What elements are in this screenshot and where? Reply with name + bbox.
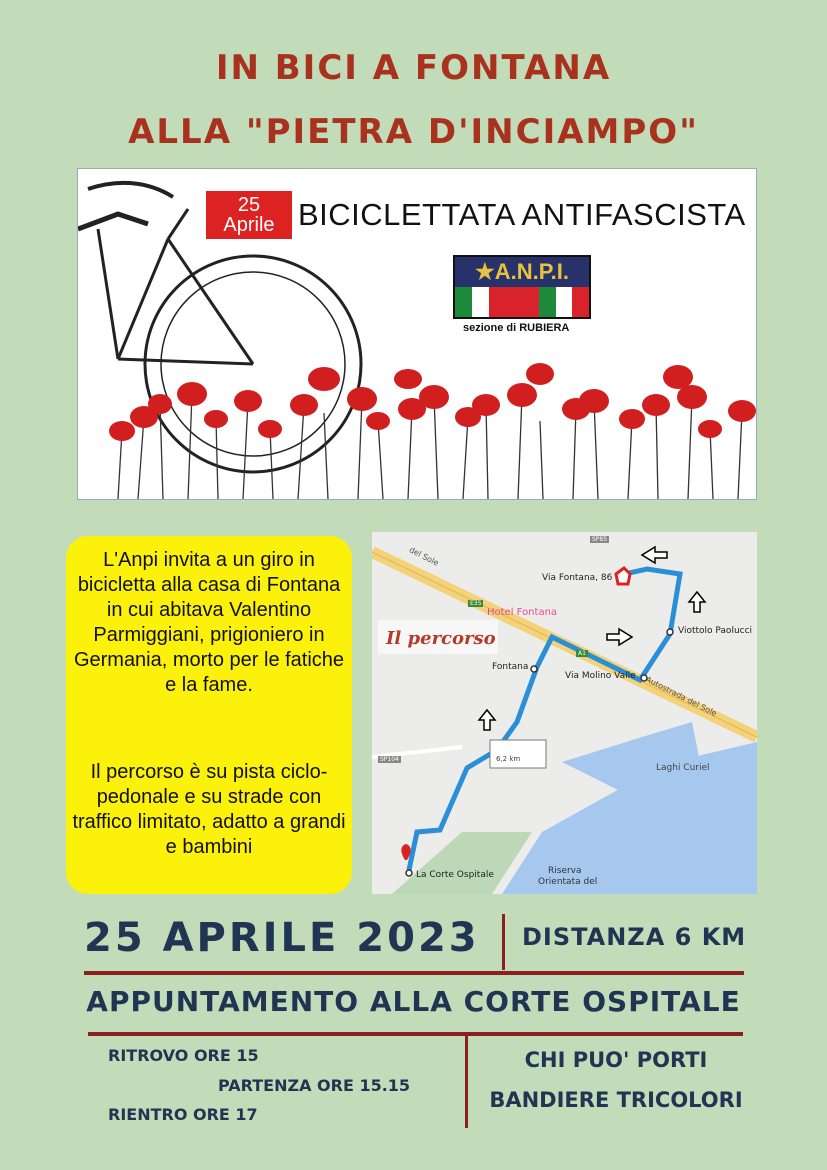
map-drawing [372,532,757,894]
divider-horizontal-2 [88,1032,743,1036]
map-riserva-1: Riserva [548,866,582,876]
flags-line-2: BANDIERE TRICOLORI [489,1088,743,1112]
invite-paragraph-1: L'Anpi invita a un giro in bicicletta alla casa di Fontana in cui abitava Valentino Parmiggiani, prigioniero in Germania, morto per le fatiche e la fame. [73,549,345,696]
april-25-badge [206,191,292,239]
ritrovo-time: RITROVO ORE 15 [108,1046,259,1065]
map-laghi: Laghi Curiel [656,763,710,773]
invite-paragraph-2: Il percorso è su pista ciclo-pedonale e su strade con traffico limitato, adatto a grandi e bambini [72,761,346,858]
map-hotel: Hotel Fontana [487,607,558,618]
map-fontana: Fontana [492,662,529,672]
rientro-time: RIENTRO ORE 17 [108,1105,258,1124]
map-viottolo: Viottolo Paolucci [678,626,753,636]
event-distance: DISTANZA 6 KM [522,923,747,951]
anpi-logo-text: ★A.N.P.I. [455,257,589,287]
map-autostrada: Autostrada del Sole [644,674,719,719]
map-molino: Via Molino Valle [565,671,636,681]
map-sp104: SP104 [380,756,399,763]
map-riserva-2: Orientata del [538,877,598,887]
divider-vertical-top [502,914,505,970]
divider-vertical-bottom [465,1036,468,1128]
banner-headline: BICICLETTATA ANTIFASCISTA [298,197,746,232]
meeting-point: APPUNTAMENTO ALLA CORTE OSPITALE [86,985,741,1018]
anpi-section: sezione di RUBIERA [463,322,570,334]
flags-line-1: CHI PUO' PORTI [524,1048,708,1072]
tricolor-flags [455,287,589,317]
map-corte: La Corte Ospitale [416,870,494,880]
route-map [372,532,757,894]
event-date: 25 APRILE 2023 [84,915,480,961]
event-banner [77,168,757,500]
map-distance-box: 6,2 km [496,755,521,763]
badge-day: 25 [237,194,261,216]
poster-title-line2: ALLA "PIETRA D'INCIAMPO" [128,112,699,152]
map-e35: E35 [470,600,482,607]
map-via-fontana: Via Fontana, 86 [542,573,613,583]
map-route-label: Il percorso [386,628,496,649]
badge-month: Aprile [223,214,275,236]
partenza-time: PARTENZA ORE 15.15 [218,1076,411,1095]
anpi-logo [453,255,591,319]
map-sp85: SP85 [592,536,608,543]
poster-title-line1: IN BICI A FONTANA [215,48,612,88]
divider-horizontal-1 [84,971,744,975]
map-a1: A1 [578,650,586,657]
map-del-sole: del Sole [407,545,441,568]
